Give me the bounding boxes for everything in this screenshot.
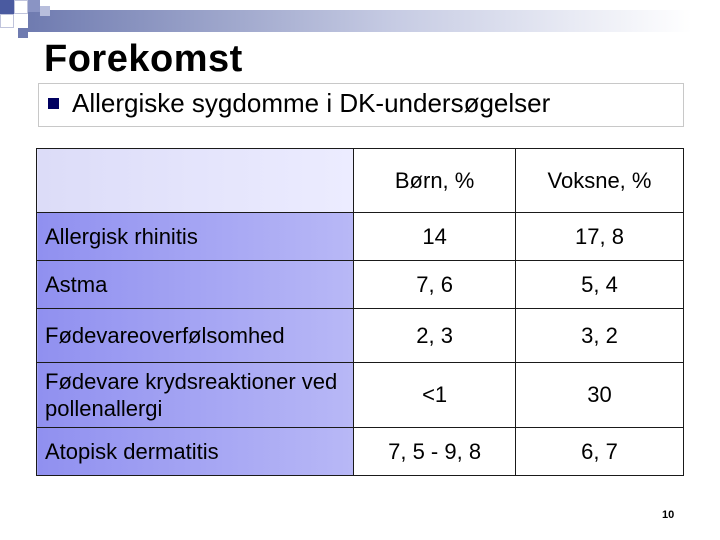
- table-header-adults: Voksne, %: [516, 149, 684, 213]
- slide-subtitle: Allergiske sygdomme i DK-undersøgelser: [72, 88, 551, 118]
- cell-children: 2, 3: [354, 309, 516, 363]
- row-label: Astma: [37, 261, 354, 309]
- bullet-square-icon: [48, 98, 59, 109]
- decorative-square: [14, 0, 28, 14]
- decorative-square: [28, 0, 40, 12]
- cell-children: 7, 6: [354, 261, 516, 309]
- decorative-square: [18, 28, 28, 38]
- row-label: Fødevareoverfølsomhed: [37, 309, 354, 363]
- table-row: [37, 363, 684, 428]
- table-header-row: [37, 149, 684, 213]
- decorative-square: [0, 14, 14, 28]
- table-row: [37, 428, 684, 476]
- table-row: [37, 261, 684, 309]
- table-row: [37, 309, 684, 363]
- row-label: Atopisk dermatitis: [37, 428, 354, 476]
- cell-adults: 17, 8: [516, 213, 684, 261]
- table-header-children: Børn, %: [354, 149, 516, 213]
- row-label: Fødevare krydsreaktioner ved pollenallergi: [37, 363, 354, 428]
- header-gradient-bar: [28, 10, 692, 32]
- cell-children: 14: [354, 213, 516, 261]
- cell-children: 7, 5 - 9, 8: [354, 428, 516, 476]
- decorative-square: [40, 6, 50, 16]
- page-number: 10: [662, 509, 675, 521]
- cell-adults: 6, 7: [516, 428, 684, 476]
- slide-title: Forekomst: [44, 38, 243, 80]
- cell-adults: 3, 2: [516, 309, 684, 363]
- cell-adults: 5, 4: [516, 261, 684, 309]
- data-table: [36, 148, 684, 476]
- decorative-square: [0, 0, 14, 14]
- row-label: Allergisk rhinitis: [37, 213, 354, 261]
- cell-adults: 30: [516, 363, 684, 428]
- table-row: [37, 213, 684, 261]
- cell-children: <1: [354, 363, 516, 428]
- table-header-blank: [37, 149, 354, 213]
- decorative-square: [14, 14, 28, 28]
